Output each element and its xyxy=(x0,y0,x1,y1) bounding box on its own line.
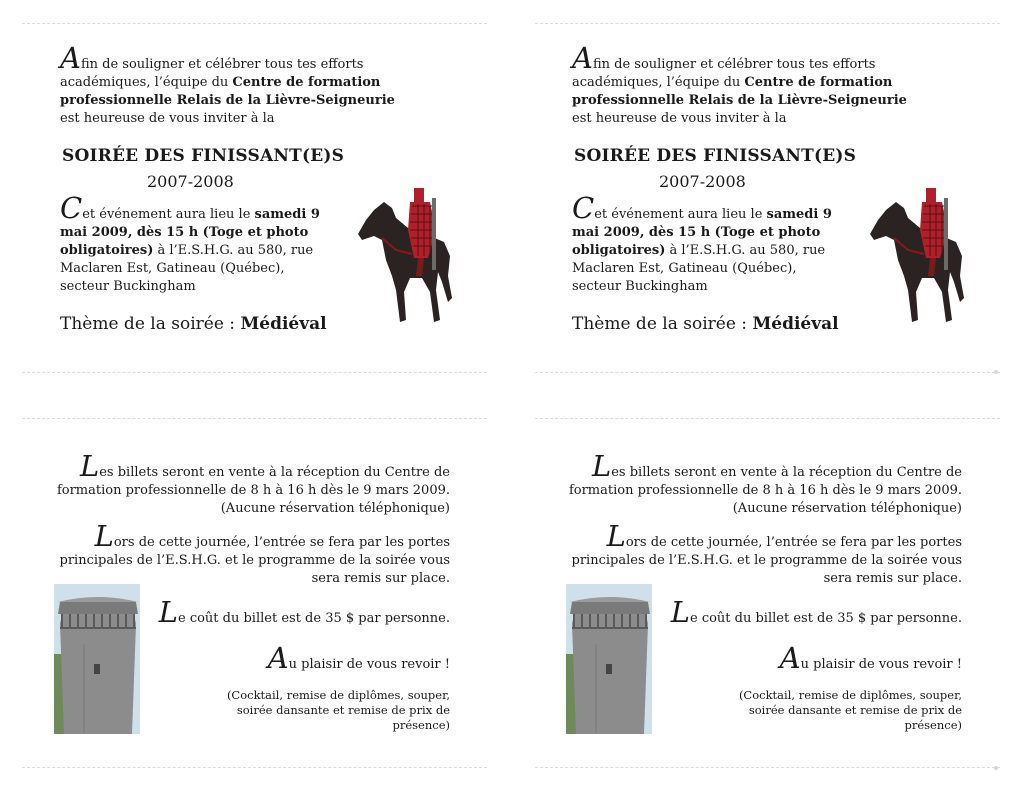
castle-tower-image xyxy=(566,584,652,734)
guide-line xyxy=(22,372,487,373)
tickets-note: (Aucune réservation téléphonique) xyxy=(732,501,962,516)
dropcap: L xyxy=(158,595,178,629)
knight-on-horse-image xyxy=(868,180,968,328)
event-paragraph: Cet événement aura lieu le samedi 9 mai 2009, dès 15 h (Toge et photo obligatoires) à l’E.S.H.G. au 580, rue Maclaren Est, Gatineau (Québec), secteur Buckingham xyxy=(572,191,832,294)
program-note: (Cocktail, remise de diplômes, souper, soirée dansante et remise de prix de présence) xyxy=(226,688,450,732)
theme-value: Médiéval xyxy=(752,314,839,334)
dropcap: A xyxy=(267,641,289,675)
guide-dot xyxy=(994,766,998,770)
tickets-paragraph: Les billets seront en vente à la réception du Centre de formation professionnelle de 8 h à 16 h dès le 9 mars 2009. xyxy=(568,449,962,498)
guide-line xyxy=(22,767,487,768)
school-name: Centre de formation professionnelle Relais de la Lièvre-Seigneurie xyxy=(60,75,395,108)
event-year: 2007-2008 xyxy=(147,172,234,191)
intro-paragraph: Afin de souligner et célébrer tous tes efforts académiques, l’équipe du Centre de formation professionnelle Relais de la Lièvre-Seigneurie est heureuse de vous inviter à la xyxy=(60,41,395,126)
dropcap: A xyxy=(572,41,593,75)
guide-line xyxy=(535,767,1000,768)
event-title: SOIRÉE DES FINISSANT(E)S xyxy=(574,146,857,166)
event-title: SOIRÉE DES FINISSANT(E)S xyxy=(62,146,345,166)
invitation-front-right xyxy=(572,41,1024,348)
dropcap: C xyxy=(60,191,83,225)
dropcap: L xyxy=(79,449,100,483)
school-name: Centre de formation professionnelle Relais de la Lièvre-Seigneurie xyxy=(572,75,907,108)
theme-line: Thème de la soirée : Médiéval xyxy=(60,314,327,334)
closing-paragraph: Au plaisir de vous revoir ! xyxy=(267,641,450,675)
tickets-note: (Aucune réservation téléphonique) xyxy=(220,501,450,516)
dropcap: L xyxy=(606,519,626,553)
entrance-paragraph: Lors de cette journée, l’entrée se fera par les portes principales de l’E.S.H.G. et le programme de la soirée vous sera remis sur place. xyxy=(571,519,962,586)
invitation-back-left xyxy=(52,449,452,746)
price-paragraph: Le coût du billet est de 35 $ par personne. xyxy=(158,595,450,629)
event-year: 2007-2008 xyxy=(659,172,746,191)
dropcap: C xyxy=(572,191,595,225)
invitation-back-right xyxy=(564,449,964,746)
tickets-paragraph: Les billets seront en vente à la réception du Centre de formation professionnelle de 8 h à 16 h dès le 9 mars 2009. xyxy=(56,449,450,498)
dropcap: L xyxy=(591,449,612,483)
theme-line: Thème de la soirée : Médiéval xyxy=(572,314,839,334)
guide-line xyxy=(535,372,1000,373)
guide-line xyxy=(535,418,1000,419)
guide-line xyxy=(22,418,487,419)
closing-paragraph: Au plaisir de vous revoir ! xyxy=(779,641,962,675)
program-note: (Cocktail, remise de diplômes, souper, soirée dansante et remise de prix de présence) xyxy=(738,688,962,732)
guide-line xyxy=(22,23,487,24)
dropcap: A xyxy=(60,41,81,75)
theme-value: Médiéval xyxy=(240,314,327,334)
knight-on-horse-image xyxy=(356,180,456,328)
intro-paragraph: Afin de souligner et célébrer tous tes efforts académiques, l’équipe du Centre de formation professionnelle Relais de la Lièvre-Seigneurie est heureuse de vous inviter à la xyxy=(572,41,907,126)
guide-line xyxy=(535,23,1000,24)
price-paragraph: Le coût du billet est de 35 $ par personne. xyxy=(670,595,962,629)
dropcap: A xyxy=(779,641,801,675)
invitation-front-left xyxy=(60,41,530,348)
dropcap: L xyxy=(670,595,690,629)
event-paragraph: Cet événement aura lieu le samedi 9 mai 2009, dès 15 h (Toge et photo obligatoires) à l’E.S.H.G. au 580, rue Maclaren Est, Gatineau (Québec), secteur Buckingham xyxy=(60,191,320,294)
event-date: samedi 9 mai 2009, dès 15 h (Toge et photo obligatoires) xyxy=(60,207,320,258)
guide-dot xyxy=(994,370,998,374)
entrance-paragraph: Lors de cette journée, l’entrée se fera par les portes principales de l’E.S.H.G. et le programme de la soirée vous sera remis sur place. xyxy=(59,519,450,586)
event-date: samedi 9 mai 2009, dès 15 h (Toge et photo obligatoires) xyxy=(572,207,832,258)
castle-tower-image xyxy=(54,584,140,734)
dropcap: L xyxy=(94,519,114,553)
